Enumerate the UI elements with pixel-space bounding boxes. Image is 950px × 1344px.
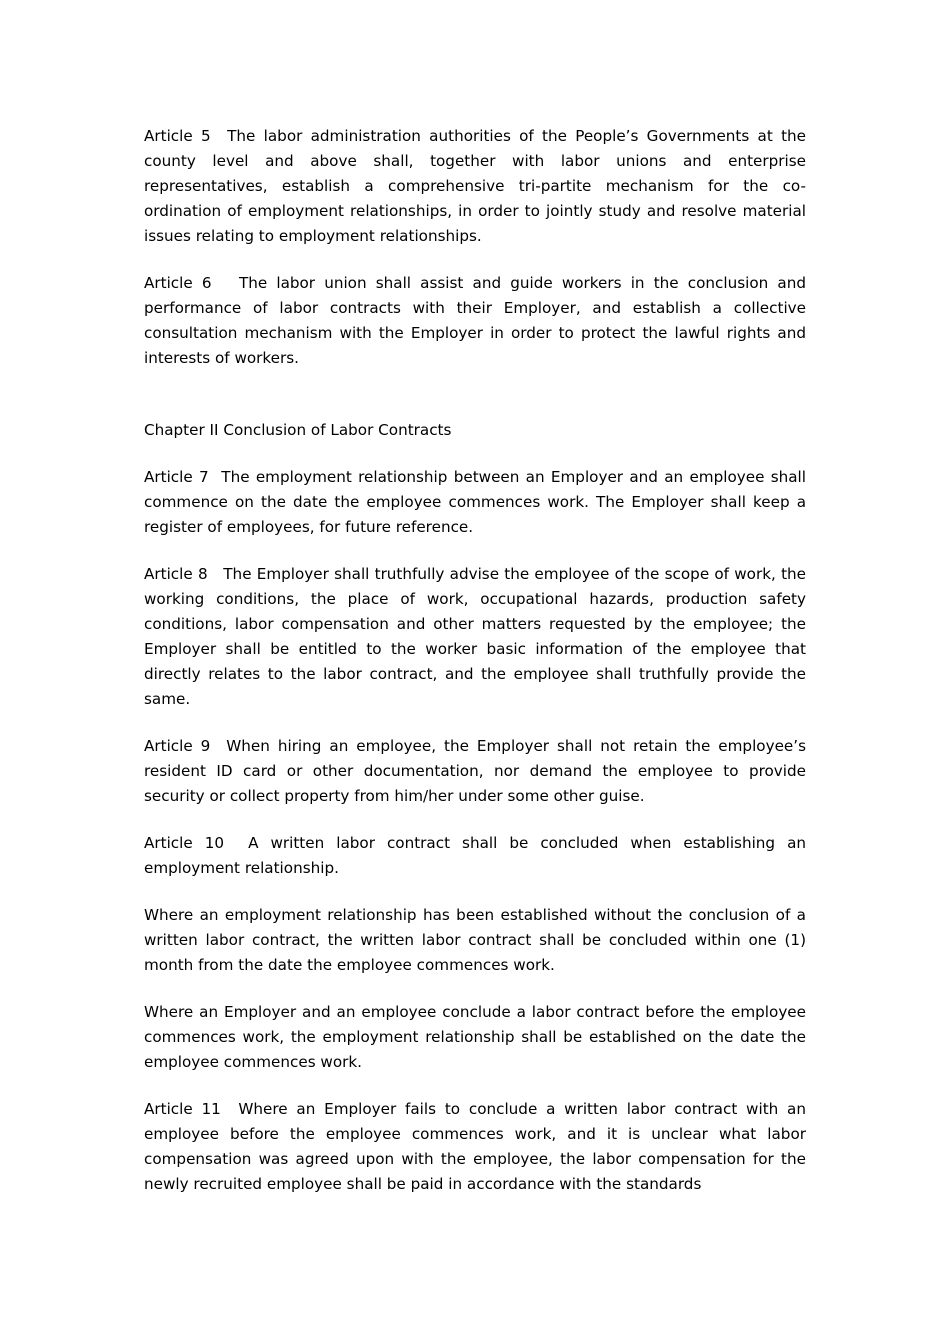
- article-7-paragraph: Article 7 The employment relationship between an Employer and an employee shall commence on the date the employee commences work. The Employer shall keep a register of employees, for future reference.: [144, 468, 811, 536]
- article-9-paragraph: Article 9 When hiring an employee, the Employer shall not retain the employee’s resident ID card or other documentation, nor demand the employee to provide security or collect property from him/her under some other guise.: [144, 737, 811, 805]
- chapter-heading: Chapter II Conclusion of Labor Contracts: [144, 421, 452, 439]
- article-11-paragraph: Article 11 Where an Employer fails to conclude a written labor contract with an employee before the employee commences work, and it is unclear what labor compensation was agreed upon with the employee, the labor compensation for the newly recruited employee shall be paid in accordance with the standards: [144, 1100, 811, 1193]
- article-10-paragraph: Article 10 A written labor contract shall be concluded when establishing an employment relationship.: [144, 834, 811, 877]
- article-5-paragraph: Article 5 The labor administration authorities of the People’s Governments at the county level and above shall, together with labor unions and enterprise representatives, establish a comprehensive tri-partite mechanism for the co-ordination of employment relationships, in order to jointly study and resolve material issues relating to employment relationships.: [144, 127, 811, 245]
- document-body: [144, 124, 811, 1219]
- article-10-paragraph-2: Where an employment relationship has been established without the conclusion of a written labor contract, the written labor contract shall be concluded within one (1) month from the date the employee commences work.: [144, 906, 811, 974]
- article-10-paragraph-3: Where an Employer and an employee conclude a labor contract before the employee commences work, the employment relationship shall be established on the date the employee commences work.: [144, 1003, 811, 1071]
- article-8-paragraph: Article 8 The Employer shall truthfully advise the employee of the scope of work, the working conditions, the place of work, occupational hazards, production safety conditions, labor compensation and other matters requested by the employee; the Employer shall be entitled to the worker basic information of the employee that directly relates to the labor contract, and the employee shall truthfully provide the same.: [144, 565, 811, 708]
- article-6-paragraph: Article 6 The labor union shall assist and guide workers in the conclusion and performance of labor contracts with their Employer, and establish a collective consultation mechanism with the Employer in order to protect the lawful rights and interests of workers.: [144, 274, 811, 367]
